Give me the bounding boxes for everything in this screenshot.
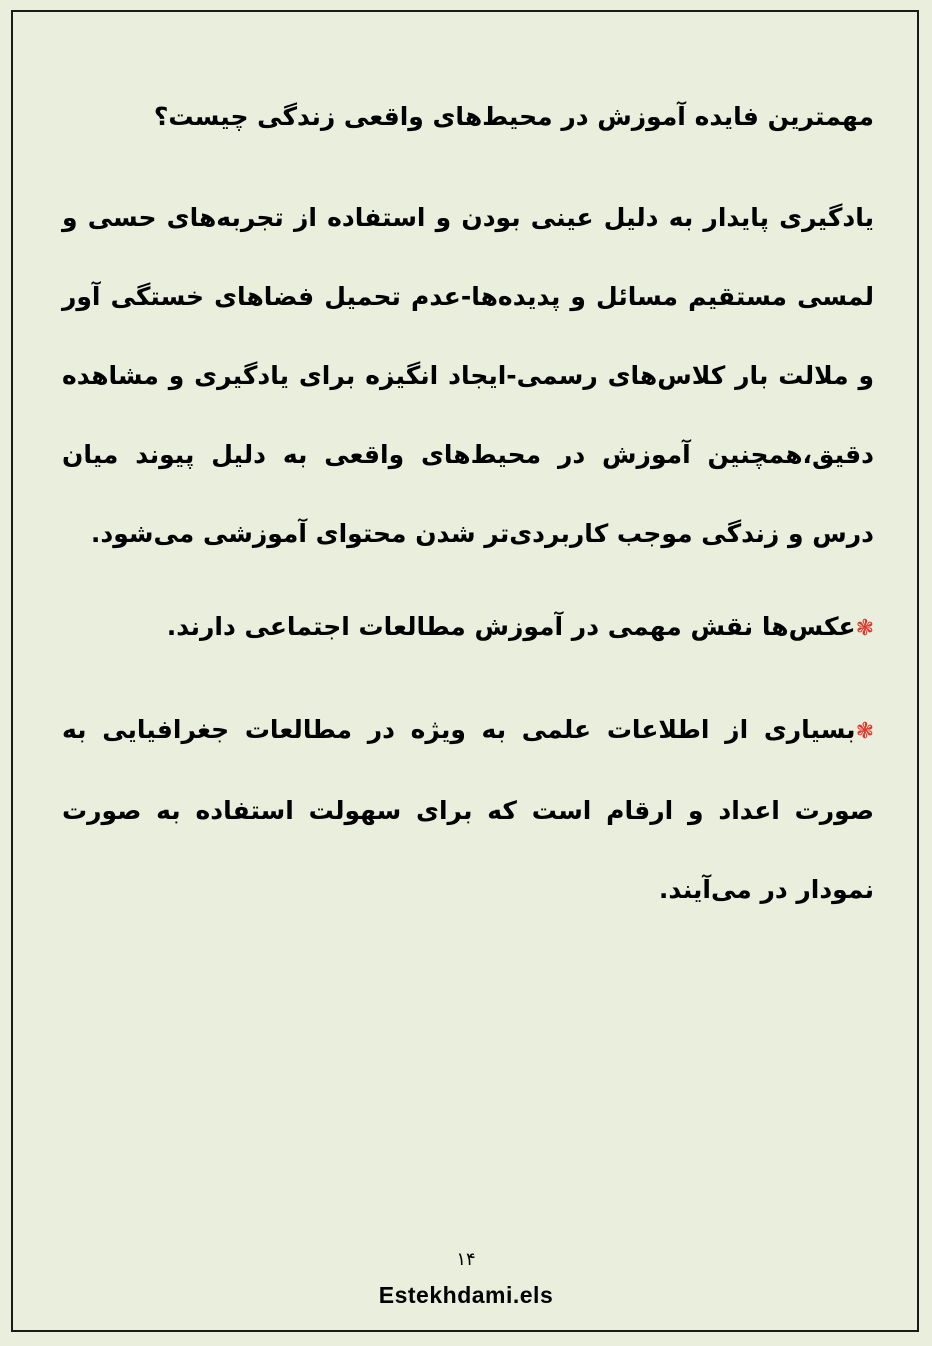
bullet-item-photos <box>62 601 874 655</box>
flower-bullet-icon: ❃ <box>855 616 874 641</box>
bullet-item-charts <box>62 690 874 929</box>
footer-watermark: Estekhdami.els <box>378 1282 554 1308</box>
bullet-text: عکس‌ها نقش مهمی در آموزش مطالعات اجتماعی دارند. <box>166 612 856 641</box>
question-heading: مهمترین فایده آموزش در محیط‌های واقعی زندگی چیست؟ <box>153 102 874 131</box>
flower-bullet-icon: ❃ <box>855 719 874 744</box>
bullet-text: بسیاری از اطلاعات علمی به ویژه در مطالعات جغرافیایی به صورت اعداد و ارقام است که برای سهولت استفاده به صورت نمودار در می‌آیند. <box>62 715 874 904</box>
page-number: ۱۴ <box>456 1249 476 1270</box>
answer-paragraph: یادگیری پایدار به دلیل عینی بودن و استفاده از تجربه‌های حسی و لمسی مستقیم مسائل و پدیده‌ها-عدم تحمیل فضاهای خستگی آور و ملالت بار کلاس‌های رسمی-ایجاد انگیزه برای یادگیری و مشاهده دقیق،همچنین آموزش در محیط‌های واقعی به دلیل پیوند میان درس و زندگی موجب کاربردی‌تر شدن محتوای آموزشی می‌شود. <box>62 203 874 548</box>
